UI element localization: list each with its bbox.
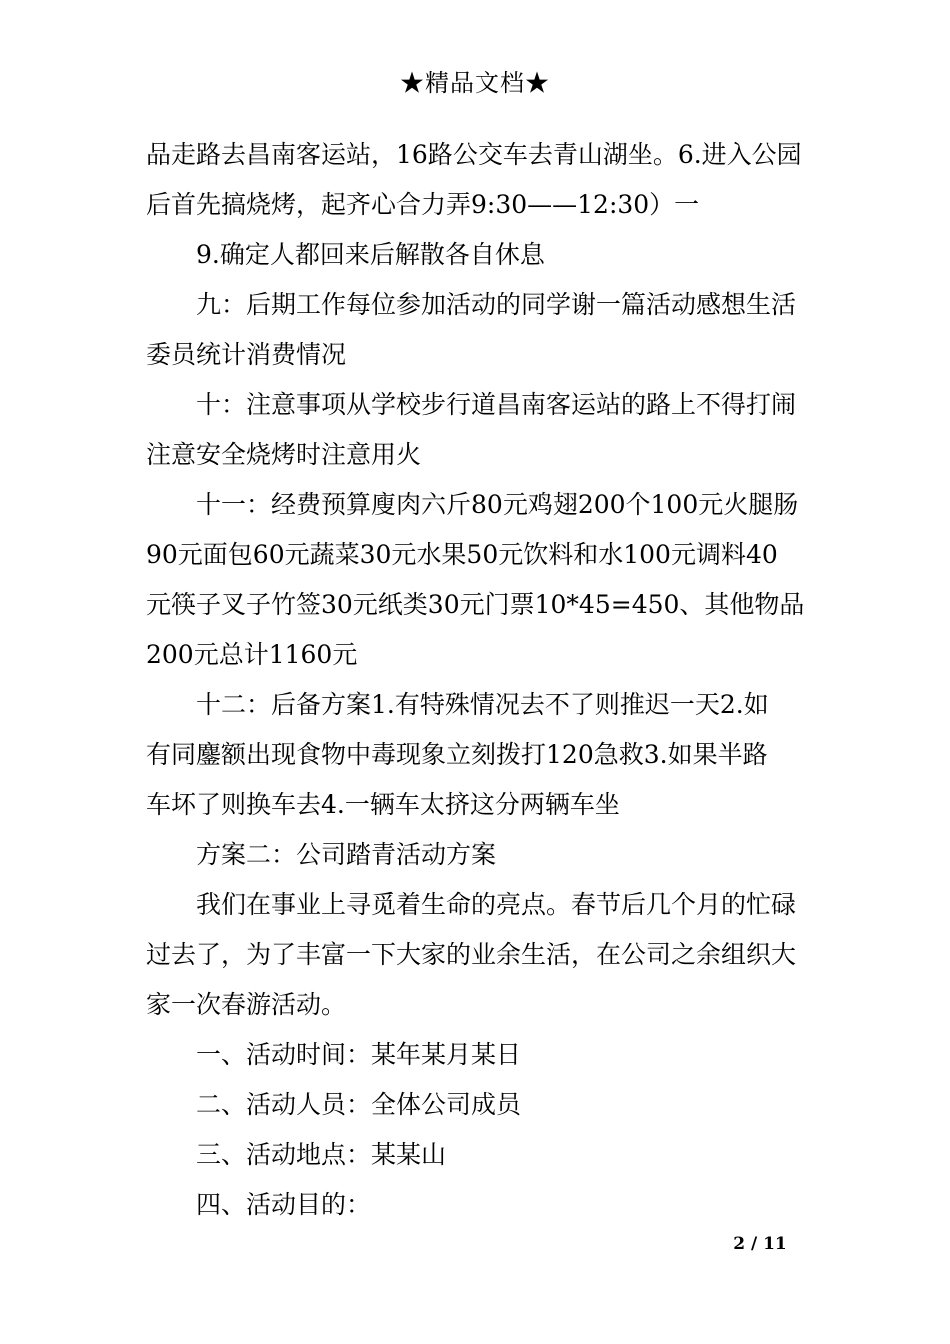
text-line: 元筷子叉子竹签30元纸类30元门票10*45=450、其他物品 (146, 590, 805, 619)
text-line: 过去了，为了丰富一下大家的业余生活，在公司之余组织大 (146, 940, 797, 969)
text-line: 十一：经费预算廋肉六斤80元鸡翅200个100元火腿肠 (196, 490, 799, 519)
page-header: ★精品文档★ (400, 69, 550, 97)
text-line: 四、活动目的： (196, 1190, 372, 1219)
text-line: 后首先搞烧烤，起齐心合力弄9:30——12:30）一 (146, 190, 700, 219)
text-line: 九：后期工作每位参加活动的同学谢一篇活动感想生活 (196, 290, 797, 319)
text-line: 注意安全烧烤时注意用火 (146, 440, 422, 469)
text-line: 一、活动时间：某年某月某日 (196, 1040, 522, 1069)
section-heading: 方案二：公司踏青活动方案 (196, 840, 497, 869)
text-line: 品走路去昌南客运站，16路公交车去青山湖坐。6.进入公园 (146, 140, 802, 169)
document-body (146, 130, 808, 1230)
text-line: 三、活动地点：某某山 (196, 1140, 447, 1169)
text-line: 家一次春游活动。 (146, 990, 347, 1019)
text-line: 委员统计消费情况 (146, 340, 347, 369)
text-line: 十：注意事项从学校步行道昌南客运站的路上不得打闹 (196, 390, 797, 419)
text-line: 200元总计1160元 (146, 640, 358, 669)
page-number: 2 / 11 (733, 1234, 787, 1254)
text-line: 我们在事业上寻觅着生命的亮点。春节后几个月的忙碌 (196, 890, 797, 919)
text-line: 十二：后备方案1.有特殊情况去不了则推迟一天2.如 (196, 690, 769, 719)
text-line: 二、活动人员：全体公司成员 (196, 1090, 522, 1119)
text-line: 有同鏖额出现食物中毒现象立刻拨打120急救3.如果半路 (146, 740, 768, 769)
text-line: 车坏了则换车去4.一辆车太挤这分两辆车坐 (146, 790, 620, 819)
text-line: 9.确定人都回来后解散各自休息 (196, 240, 545, 269)
text-line: 90元面包60元蔬菜30元水果50元饮料和水100元调料40 (146, 540, 778, 569)
